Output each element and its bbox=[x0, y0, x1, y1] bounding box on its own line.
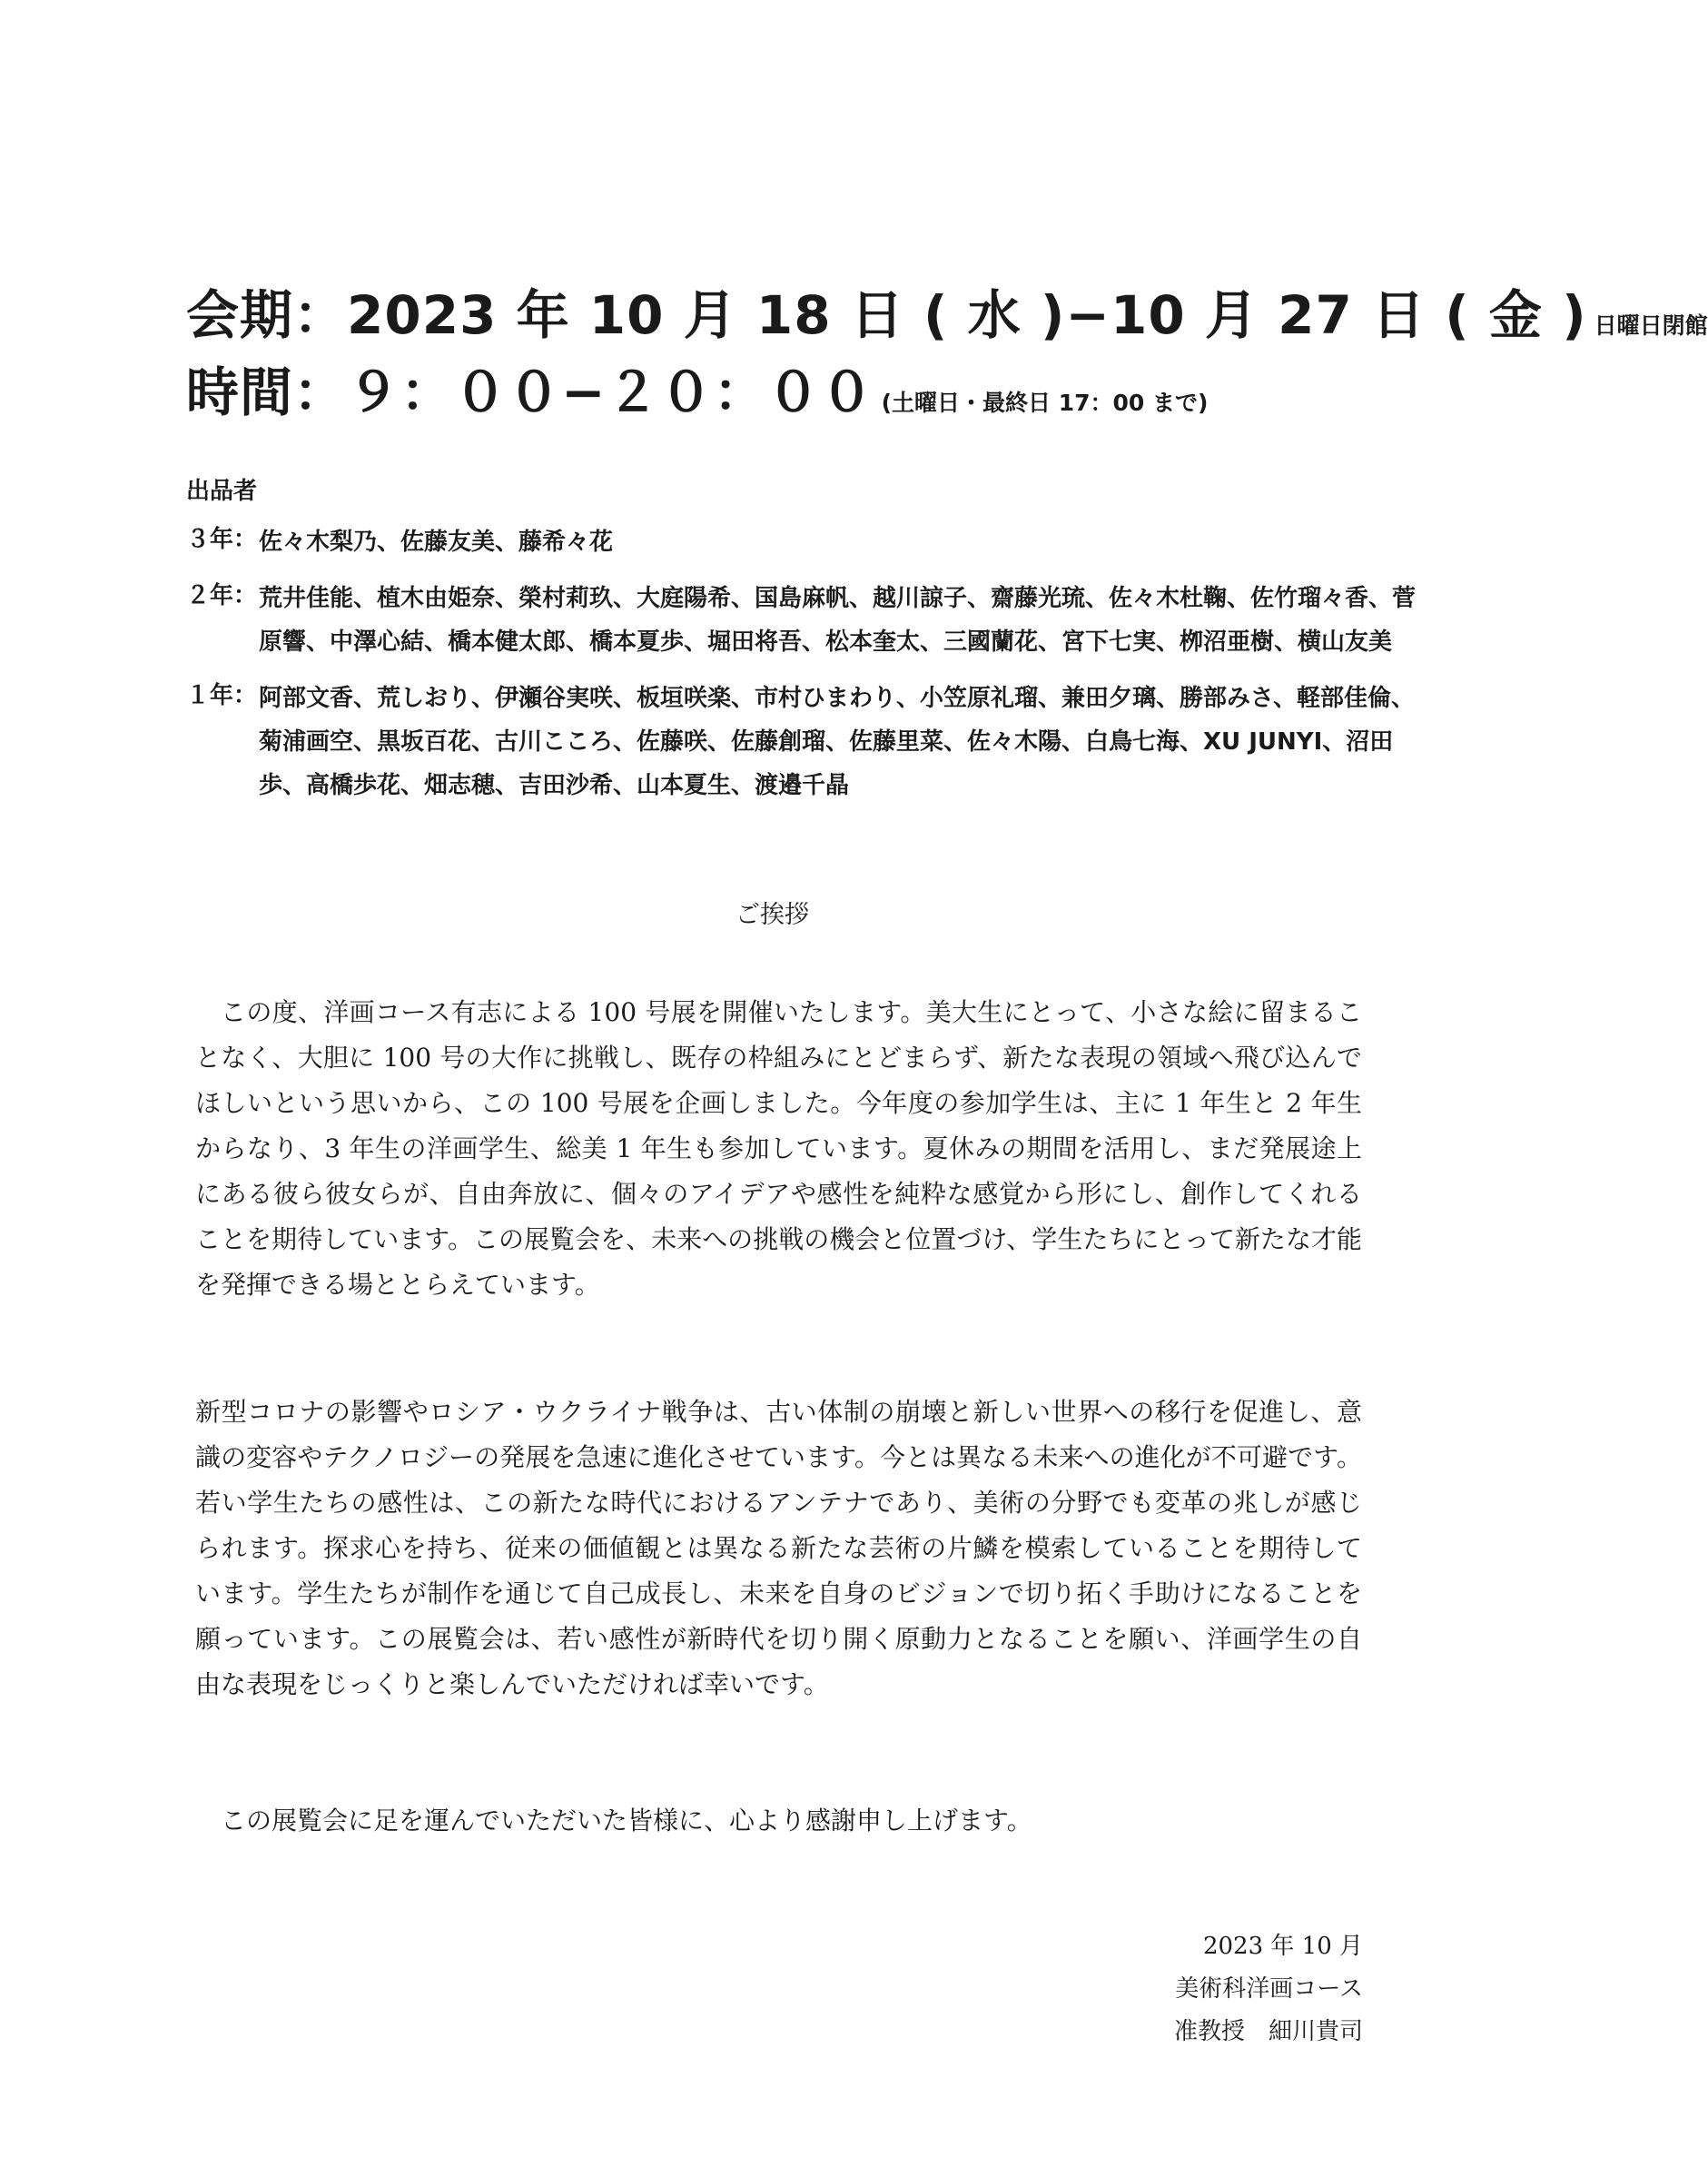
greeting-title: ご挨拶 bbox=[736, 901, 809, 929]
period-dates: 会期：2023 年 10 月 18 日 ( 水 )−10 月 27 日 ( 金 ) bbox=[186, 284, 1587, 346]
exhibition-period bbox=[186, 272, 1708, 349]
grade-label: ２年： bbox=[186, 582, 258, 609]
hours-note: (土曜日・最終日 17：00 まで) bbox=[881, 390, 1209, 416]
greeting-paragraph-3: この展覧会に足を運んでいただいた皆様に、心より感謝申し上げます。 bbox=[221, 1806, 1032, 1836]
signature-block bbox=[1174, 1925, 1363, 2053]
grade-row-1 bbox=[186, 677, 1421, 807]
exhibitors-heading: 出品者 bbox=[186, 478, 258, 505]
grade-label: １年： bbox=[186, 682, 258, 709]
signature-department: 美術科洋画コース bbox=[1175, 1975, 1363, 2003]
greeting-paragraph-2: 新型コロナの影響やロシア・ウクライナ戦争は、古い体制の崩壊と新しい世界への移行を促進し、意識の変容やテクノロジーの発展を急速に進化させています。今とは異なる未来への進化が不可避です。若い学生たちの感性は、この新たな時代におけるアンテナであり、美術の分野でも変革の兆しが感じられます。探求心を持ち、従来の価値観とは異なる新たな芸術の片鱗を模索していることを期待しています。学生たちが制作を通じて自己成長し、未来を自身のビジョンで切り拓く手助けになることを願っています。この展覧会は、若い感性が新時代を切り開く原動力となることを願い、洋画学生の自由な表現をじっくりと楽しんでいただければ幸いです。 bbox=[195, 1397, 1362, 1699]
signature-date: 2023 年 10 月 bbox=[1202, 1933, 1363, 1960]
grade-names: 阿部文香、荒しおり、伊瀬谷実咲、板垣咲楽、市村ひまわり、小笠原礼瑠、兼田夕璃、勝部みさ、軽部佳倫、菊浦画空、黒坂百花、古川こころ、佐藤咲、佐藤創瑠、佐藤里菜、佐々木陽、白鳥七海、XU JUNYI、沼田歩、高橋歩花、畑志穂、吉田沙希、山本夏生、渡邉千晶 bbox=[259, 685, 1415, 799]
grade-row-2 bbox=[186, 577, 1421, 664]
signature-author: 准教授 細川貴司 bbox=[1173, 2018, 1363, 2045]
grade-names: 佐々木梨乃、佐藤友美、藤希々花 bbox=[259, 529, 614, 556]
grade-row-3 bbox=[186, 520, 1421, 564]
closed-day-note: 日曜日閉館 bbox=[1594, 312, 1708, 339]
grade-label: ３年： bbox=[186, 526, 258, 553]
hours-text: 時間：９：００−２０：００ bbox=[186, 361, 874, 423]
exhibition-hours bbox=[186, 350, 1208, 426]
exhibitors-section bbox=[186, 472, 1421, 820]
greeting-paragraph-1: この度、洋画コース有志による 100 号展を開催いたします。美大生にとって、小さな絵に留まることなく、大胆に 100 号の大作に挑戦し、既存の枠組みにとどまらず、新たな表現の領域へ飛び込んでほしいという思いから、この 100 号展を企画しました。今年度の参加学生は、主に 1 年生と 2 年生からなり、3 年生の洋画学生、総美 1 年生も参加しています。夏休みの期間を活用し、まだ発展途上にある彼ら彼女らが、自由奔放に、個々のアイデアや感性を純粋な感覚から形にし、創作してくれることを期待しています。この展覧会を、未来への挑戦の機会と位置づけ、学生たちにとって新たな才能を発揮できる場ととらえています。 bbox=[195, 997, 1362, 1300]
grade-names: 荒井佳能、植木由姫奈、榮村莉玖、大庭陽希、国島麻帆、越川諒子、齋藤光琉、佐々木杜鞠、佐竹瑠々香、菅原響、中澤心結、橋本健太郎、橋本夏歩、堀田将吾、松本奎太、三國蘭花、宮下七実、栁沼亜樹、横山友美 bbox=[259, 585, 1417, 656]
